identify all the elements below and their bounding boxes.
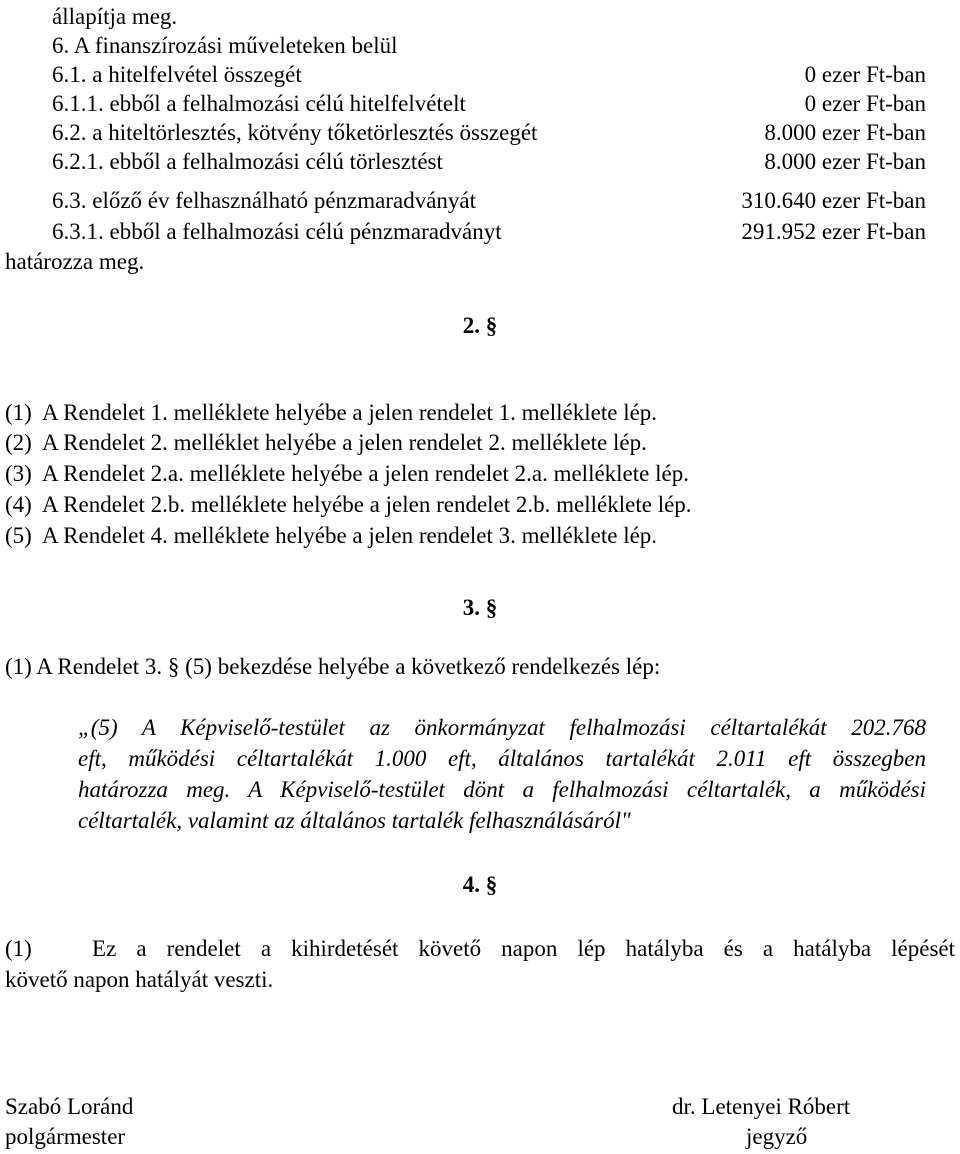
finance-row-value: 0 ezer Ft-ban <box>804 62 926 87</box>
section-2-paragraph: (5) A Rendelet 4. melléklete helyébe a jelen rendelet 3. melléklete lép. <box>5 523 658 548</box>
quote-line: céltartalék, valamint az általános tartalék felhasználásáról" <box>78 808 631 833</box>
finance-row-value: 8.000 ezer Ft-ban <box>764 120 926 145</box>
section-4-line: követő napon hatályát veszti. <box>5 967 274 992</box>
finance-row-label: 6.3. előző év felhasználható pénzmaradványát <box>52 188 477 213</box>
intro-line: állapítja meg. <box>52 4 178 29</box>
section-2-paragraph: (4) A Rendelet 2.b. melléklete helyébe a jelen rendelet 2.b. melléklete lép. <box>5 492 692 517</box>
notary-title: jegyző <box>746 1124 808 1149</box>
determines-line: határozza meg. <box>5 249 145 274</box>
finance-row-label: 6.3.1. ebből a felhalmozási célú pénzmaradványt <box>52 219 502 244</box>
mayor-title: polgármester <box>5 1124 126 1149</box>
finance-header: 6. A finanszírozási műveleteken belül <box>52 33 398 58</box>
section-4-title: 4. § <box>462 872 498 897</box>
section-2-title: 2. § <box>462 313 498 338</box>
section-2-paragraph: (1) A Rendelet 1. melléklete helyébe a jelen rendelet 1. melléklete lép. <box>5 400 658 425</box>
finance-row-label: 6.2. a hiteltörlesztés, kötvény tőketörlesztés összegét <box>52 120 538 145</box>
section-2-paragraph: (2) A Rendelet 2. melléklet helyébe a jelen rendelet 2. melléklete lép. <box>5 430 647 455</box>
quote-line: határozza meg. A Képviselő-testület dönt a felhalmozási céltartalék, a működési <box>78 777 926 802</box>
quote-line: eft, működési céltartalékát 1.000 eft, általános tartalékát 2.011 eft összegben <box>78 746 926 771</box>
finance-row-value: 291.952 ezer Ft-ban <box>741 219 926 244</box>
section-2-paragraph: (3) A Rendelet 2.a. melléklete helyébe a jelen rendelet 2.a. melléklete lép. <box>5 461 689 486</box>
finance-row-label: 6.2.1. ebből a felhalmozási célú törlesztést <box>52 149 443 174</box>
quote-line: „(5) A Képviselő-testület az önkormányzat felhalmozási céltartalékát 202.768 <box>78 715 926 740</box>
section-3-title: 3. § <box>462 595 498 620</box>
finance-row-value: 0 ezer Ft-ban <box>804 91 926 116</box>
section-4-line: (1) Ez a rendelet a kihirdetését követő napon lép hatályba és a hatályba lépését <box>5 936 955 961</box>
finance-row-label: 6.1. a hitelfelvétel összegét <box>52 62 302 87</box>
mayor-name: Szabó Loránd <box>5 1094 134 1119</box>
finance-row-label: 6.1.1. ebből a felhalmozási célú hitelfelvételt <box>52 91 466 116</box>
finance-row-value: 310.640 ezer Ft-ban <box>741 188 926 213</box>
section-3-paragraph: (1) A Rendelet 3. § (5) bekezdése helyébe a következő rendelkezés lép: <box>5 654 661 679</box>
notary-name: dr. Letenyei Róbert <box>672 1094 851 1119</box>
finance-row-value: 8.000 ezer Ft-ban <box>764 149 926 174</box>
